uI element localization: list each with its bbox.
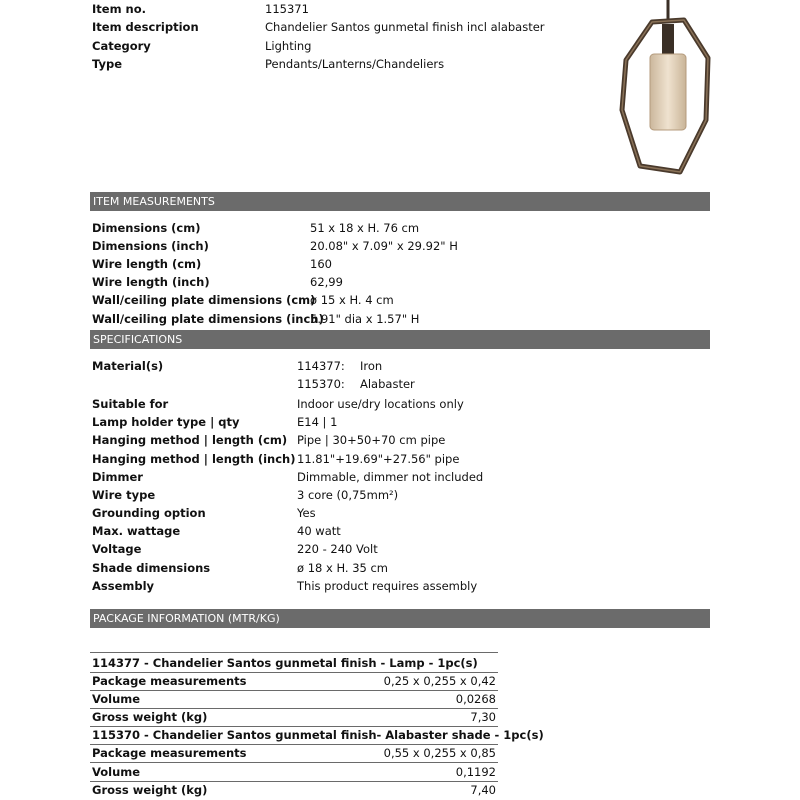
alabaster-shade [650, 54, 686, 130]
hanging-method-inch-value: 11.81"+19.69"+27.56" pipe [297, 452, 460, 466]
hanging-method-cm-value: Pipe | 30+50+70 cm pipe [297, 433, 446, 447]
voltage-label: Voltage [92, 542, 142, 556]
specifications-header: SPECIFICATIONS [90, 330, 710, 349]
volume-label: Volume [92, 765, 141, 779]
gross-weight-value: 7,30 [470, 710, 496, 724]
package-measurements-value: 0,55 x 0,255 x 0,85 [383, 746, 496, 760]
package-measurements-label: Package measurements [92, 746, 247, 760]
item-description-label: Item description [92, 20, 199, 34]
hanging-method-cm-label: Hanging method | length (cm) [92, 433, 288, 447]
material-name: Alabaster [360, 377, 415, 391]
item-no-value: 115371 [265, 2, 309, 16]
suitable-for-value: Indoor use/dry locations only [297, 397, 464, 411]
plate-dimensions-inch-value: 5.91" dia x 1.57" H [310, 312, 420, 326]
volume-label: Volume [92, 692, 141, 706]
gross-weight-label: Gross weight (kg) [92, 710, 208, 724]
package-measurements-label: Package measurements [92, 674, 247, 688]
item-no-label: Item no. [92, 2, 147, 16]
dimmer-value: Dimmable, dimmer not included [297, 470, 484, 484]
divider [90, 652, 498, 653]
package-group-heading: 114377 - Chandelier Santos gunmetal finish - Lamp - 1pc(s) [92, 656, 478, 670]
category-label: Category [92, 39, 151, 53]
material-code: 114377: [297, 359, 345, 373]
type-value: Pendants/Lanterns/Chandeliers [265, 57, 445, 71]
material-name: Iron [360, 359, 383, 373]
plate-dimensions-inch-label: Wall/ceiling plate dimensions (inch) [92, 312, 324, 326]
dimensions-inch-value: 20.08" x 7.09" x 29.92" H [310, 239, 458, 253]
item-measurements-header: ITEM MEASUREMENTS [90, 192, 710, 211]
product-image [600, 0, 720, 180]
assembly-value: This product requires assembly [297, 579, 478, 593]
dimmer-label: Dimmer [92, 470, 143, 484]
max-wattage-label: Max. wattage [92, 524, 181, 538]
voltage-value: 220 - 240 Volt [297, 542, 378, 556]
category-value: Lighting [265, 39, 312, 53]
volume-value: 0,0268 [455, 692, 496, 706]
plate-dimensions-cm-value: ø 15 x H. 4 cm [310, 293, 394, 307]
wire-type-value: 3 core (0,75mm²) [297, 488, 399, 502]
wire-type-label: Wire type [92, 488, 156, 502]
shade-dimensions-label: Shade dimensions [92, 561, 211, 575]
material-code: 115370: [297, 377, 345, 391]
lamp-holder-label: Lamp holder type | qty [92, 415, 240, 429]
suitable-for-label: Suitable for [92, 397, 169, 411]
wire-length-inch-value: 62,99 [310, 275, 343, 289]
materials-label: Material(s) [92, 359, 164, 373]
grounding-option-value: Yes [297, 506, 316, 520]
lamp-holder-value: E14 | 1 [297, 415, 338, 429]
lamp-holder [662, 24, 674, 54]
wire-length-inch-label: Wire length (inch) [92, 275, 210, 289]
max-wattage-value: 40 watt [297, 524, 341, 538]
package-group-heading: 115370 - Chandelier Santos gunmetal finish- Alabaster shade - 1pc(s) [92, 728, 544, 742]
package-measurements-value: 0,25 x 0,255 x 0,42 [383, 674, 496, 688]
gross-weight-label: Gross weight (kg) [92, 783, 208, 797]
dimensions-cm-value: 51 x 18 x H. 76 cm [310, 221, 420, 235]
wire-length-cm-label: Wire length (cm) [92, 257, 202, 271]
grounding-option-label: Grounding option [92, 506, 206, 520]
dimensions-cm-label: Dimensions (cm) [92, 221, 201, 235]
volume-value: 0,1192 [455, 765, 496, 779]
type-label: Type [92, 57, 123, 71]
assembly-label: Assembly [92, 579, 155, 593]
shade-dimensions-value: ø 18 x H. 35 cm [297, 561, 389, 575]
dimensions-inch-label: Dimensions (inch) [92, 239, 209, 253]
item-description-value: Chandelier Santos gunmetal finish incl alabaster [265, 20, 545, 34]
gross-weight-value: 7,40 [470, 783, 496, 797]
hanging-method-inch-label: Hanging method | length (inch) [92, 452, 296, 466]
package-information-header: PACKAGE INFORMATION (MTR/KG) [90, 609, 710, 628]
wire-length-cm-value: 160 [310, 257, 332, 271]
plate-dimensions-cm-label: Wall/ceiling plate dimensions (cm) [92, 293, 316, 307]
